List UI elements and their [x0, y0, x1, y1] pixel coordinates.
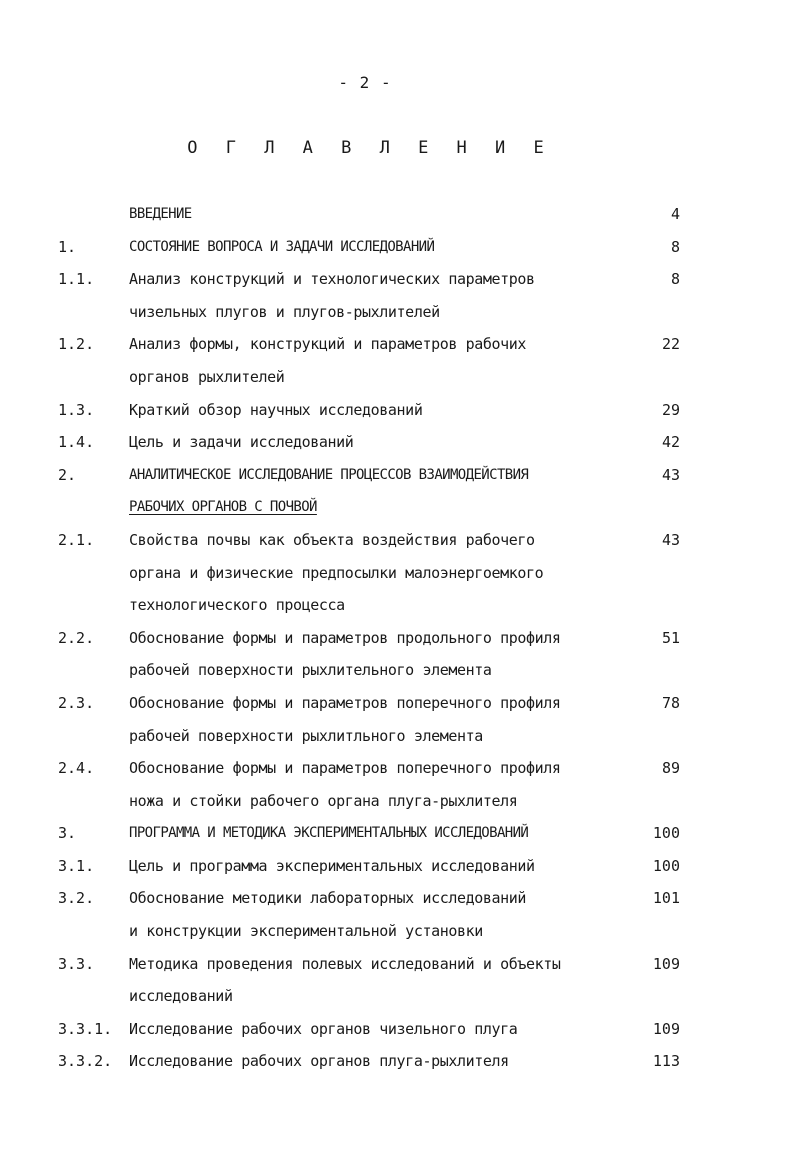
toc-entry-title: Исследование рабочих органов чизельного плуга	[129, 1019, 518, 1038]
toc-entry-number: 2.1.	[58, 530, 95, 549]
toc-entry-title: чизельных плугов и плугов-рыхлителей	[129, 302, 440, 321]
toc-line	[0, 296, 792, 329]
toc-entry-page: 4	[670, 205, 680, 223]
toc-line	[0, 557, 792, 590]
toc-line	[0, 1013, 792, 1046]
toc-entry-title: АНАЛИТИЧЕСКОЕ ИССЛЕДОВАНИЕ ПРОЦЕССОВ ВЗАИМОДЕЙСТВИЯ	[129, 466, 529, 483]
toc-line	[0, 720, 792, 753]
toc-entry-title: Цель и задачи исследований	[129, 433, 354, 452]
toc-entry	[0, 426, 792, 459]
toc-title: О Г Л А В Л Е Н И Е	[187, 138, 553, 158]
toc-line	[0, 589, 792, 622]
toc-entry-title: технологического процесса	[129, 596, 345, 615]
toc-entry-number: 1.	[58, 237, 77, 256]
toc-line	[0, 915, 792, 948]
toc-line	[0, 687, 792, 720]
toc-entry-number: 3.2.	[58, 889, 95, 908]
toc-line	[0, 328, 792, 361]
toc-line	[0, 752, 792, 785]
toc-entry	[0, 1013, 792, 1046]
toc-entry-title: Обоснование формы и параметров продольного профиля	[129, 628, 561, 647]
toc-entry-title: Свойства почвы как объекта воздействия рабочего	[129, 530, 535, 549]
toc-line	[0, 361, 792, 394]
toc-line	[0, 524, 792, 557]
toc-line	[0, 882, 792, 915]
toc-line	[0, 394, 792, 427]
toc-line	[0, 948, 792, 981]
toc-entry-page: 101	[652, 889, 680, 908]
toc-entry-page: 78	[661, 693, 680, 712]
toc-entry-page: 8	[670, 270, 680, 289]
toc-entry-number: 3.	[58, 824, 77, 843]
toc-entry-number: 1.4.	[58, 433, 95, 452]
toc-entry	[0, 524, 792, 622]
toc-entry-page: 109	[652, 954, 680, 973]
toc-entry-page: 8	[670, 237, 680, 256]
toc-entry	[0, 231, 792, 264]
toc-entry-title: Краткий обзор научных исследований	[129, 400, 423, 419]
toc-entry-title: Цель и программа экспериментальных исследований	[129, 856, 535, 875]
toc-entry-title: рабочей поверхности рыхлительного элемента	[129, 661, 492, 680]
toc-entry-title: Анализ формы, конструкций и параметров рабочих	[129, 335, 527, 354]
toc-entry-page: 51	[661, 628, 680, 647]
toc-line	[0, 850, 792, 883]
table-of-contents	[0, 198, 792, 1078]
toc-entry-number: 1.3.	[58, 400, 95, 419]
toc-line	[0, 654, 792, 687]
toc-entry-title: Обоснование методики лабораторных исследований	[129, 889, 527, 908]
toc-entry-title: РАБОЧИХ ОРГАНОВ С ПОЧВОЙ	[129, 499, 317, 516]
toc-entry-title: СОСТОЯНИЕ ВОПРОСА И ЗАДАЧИ ИССЛЕДОВАНИЙ	[129, 238, 435, 255]
toc-entry-title: рабочей поверхности рыхлитльного элемента	[129, 726, 483, 745]
toc-entry-title: органов рыхлителей	[129, 367, 285, 386]
toc-entry-title: Анализ конструкций и технологических параметров	[129, 270, 535, 289]
toc-entry-title: ВВЕДЕНИЕ	[129, 206, 192, 222]
toc-entry	[0, 263, 792, 328]
toc-entry-number: 2.4.	[58, 759, 95, 778]
toc-line	[0, 459, 792, 492]
toc-entry	[0, 850, 792, 883]
page-number: - 2 -	[338, 73, 392, 92]
toc-entry-page: 100	[652, 856, 680, 875]
toc-entry-page: 43	[661, 530, 680, 549]
toc-line	[0, 263, 792, 296]
toc-line	[0, 491, 792, 524]
toc-entry-title: Методика проведения полевых исследований и объекты	[129, 954, 561, 973]
toc-line	[0, 817, 792, 850]
toc-entry-number: 3.3.1.	[58, 1019, 113, 1038]
toc-entry-page: 42	[661, 433, 680, 452]
toc-line	[0, 198, 792, 231]
toc-line	[0, 622, 792, 655]
toc-entry-title: Исследование рабочих органов плуга-рыхлителя	[129, 1052, 509, 1071]
toc-entry-number: 1.1.	[58, 270, 95, 289]
toc-entry	[0, 882, 792, 947]
toc-entry-number: 3.1.	[58, 856, 95, 875]
toc-entry-number: 3.3.2.	[58, 1052, 113, 1071]
toc-entry	[0, 622, 792, 687]
toc-entry-number: 3.3.	[58, 954, 95, 973]
toc-entry-number: 2.	[58, 465, 77, 484]
toc-entry	[0, 394, 792, 427]
toc-entry-number: 2.3.	[58, 693, 95, 712]
toc-entry	[0, 948, 792, 1013]
toc-entry-number: 1.2.	[58, 335, 95, 354]
toc-line	[0, 785, 792, 818]
toc-entry-title: исследований	[129, 987, 233, 1006]
toc-entry-page: 22	[661, 335, 680, 354]
toc-entry	[0, 752, 792, 817]
toc-entry-title: Обоснование формы и параметров поперечного профиля	[129, 693, 561, 712]
toc-entry-title: Обоснование формы и параметров поперечного профиля	[129, 759, 561, 778]
toc-entry-title: органа и физические предпосылки малоэнергоемкого	[129, 563, 544, 582]
toc-entry	[0, 198, 792, 231]
toc-line	[0, 1045, 792, 1078]
toc-entry-page: 113	[652, 1052, 680, 1071]
toc-entry	[0, 328, 792, 393]
toc-entry-page: 109	[652, 1019, 680, 1038]
toc-entry-page: 29	[661, 400, 680, 419]
toc-entry-page: 100	[652, 824, 680, 843]
toc-entry-title: ПРОГРАММА И МЕТОДИКА ЭКСПЕРИМЕНТАЛЬНЫХ ИССЛЕДОВАНИЙ	[129, 825, 529, 842]
toc-entry	[0, 687, 792, 752]
toc-entry-number: 2.2.	[58, 628, 95, 647]
toc-entry-page: 43	[661, 465, 680, 484]
toc-line	[0, 426, 792, 459]
toc-entry	[0, 459, 792, 524]
toc-entry-title: и конструкции экспериментальной установки	[129, 922, 483, 941]
toc-entry	[0, 817, 792, 850]
toc-line	[0, 980, 792, 1013]
toc-entry-title: ножа и стойки рабочего органа плуга-рыхлителя	[129, 791, 518, 810]
toc-entry	[0, 1045, 792, 1078]
toc-line	[0, 231, 792, 264]
toc-entry-page: 89	[661, 759, 680, 778]
